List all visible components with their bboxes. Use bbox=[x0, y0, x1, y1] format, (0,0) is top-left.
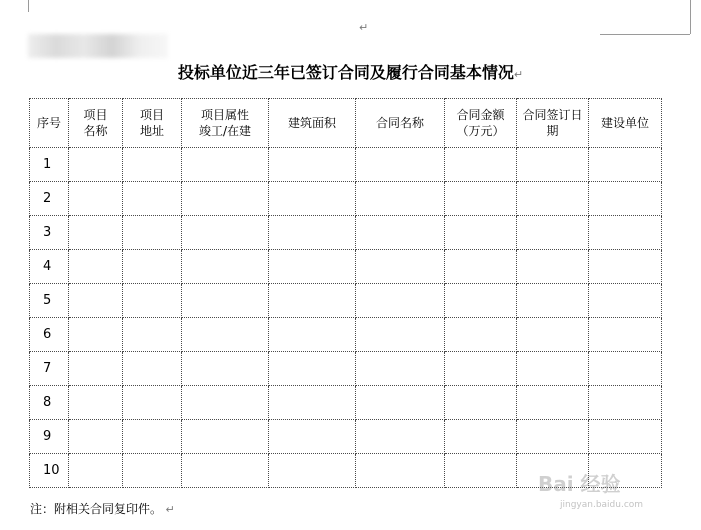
header-cell[interactable] bbox=[589, 99, 662, 148]
table-cell[interactable] bbox=[123, 284, 182, 318]
table-cell[interactable] bbox=[123, 318, 182, 352]
table-cell[interactable] bbox=[269, 182, 356, 216]
table-cell[interactable] bbox=[445, 352, 517, 386]
table-row bbox=[30, 386, 662, 420]
document-title[interactable] bbox=[0, 60, 701, 83]
table-cell[interactable] bbox=[356, 318, 445, 352]
table-cell[interactable] bbox=[69, 386, 123, 420]
table-cell[interactable] bbox=[69, 420, 123, 454]
table-cell[interactable] bbox=[356, 216, 445, 250]
table-cell[interactable] bbox=[445, 216, 517, 250]
header-cell[interactable] bbox=[30, 99, 69, 148]
table-cell[interactable] bbox=[356, 182, 445, 216]
table-cell[interactable] bbox=[182, 386, 269, 420]
header-label: 合同签订日 bbox=[522, 108, 583, 122]
table-row bbox=[30, 284, 662, 318]
row-number-cell[interactable] bbox=[30, 386, 69, 420]
table-cell[interactable] bbox=[517, 216, 589, 250]
table-cell[interactable] bbox=[182, 182, 269, 216]
footnote[interactable] bbox=[30, 500, 175, 517]
table-cell[interactable] bbox=[445, 318, 517, 352]
table-cell[interactable] bbox=[123, 148, 182, 182]
header-label: 竣工/在建 bbox=[198, 124, 252, 138]
table-cell[interactable] bbox=[182, 148, 269, 182]
header-cell[interactable] bbox=[269, 99, 356, 148]
table-cell[interactable] bbox=[589, 420, 662, 454]
row-number: 7 bbox=[43, 360, 52, 376]
table-cell[interactable] bbox=[269, 352, 356, 386]
row-number-cell[interactable] bbox=[30, 420, 69, 454]
table-cell[interactable] bbox=[517, 318, 589, 352]
table-cell[interactable] bbox=[269, 318, 356, 352]
table-row bbox=[30, 216, 662, 250]
title-paragraph-mark: ↵ bbox=[513, 68, 524, 81]
title-text: 投标单位近三年已签订合同及履行合同基本情况 bbox=[177, 63, 514, 82]
row-number-cell[interactable] bbox=[30, 454, 69, 488]
header-cell[interactable] bbox=[356, 99, 445, 148]
table-cell[interactable] bbox=[123, 454, 182, 488]
header-label: 项目 bbox=[83, 108, 108, 122]
blurred-header-text bbox=[28, 34, 168, 58]
table-cell[interactable] bbox=[589, 182, 662, 216]
footnote-text: 注：附相关合同复印件。 bbox=[30, 502, 163, 516]
table-cell[interactable] bbox=[356, 148, 445, 182]
header-label: （万元） bbox=[456, 124, 505, 138]
row-number-cell[interactable] bbox=[30, 284, 69, 318]
row-number-cell[interactable] bbox=[30, 148, 69, 182]
table-cell[interactable] bbox=[517, 420, 589, 454]
table-cell[interactable] bbox=[182, 216, 269, 250]
table-cell[interactable] bbox=[517, 182, 589, 216]
footnote-paragraph-mark: ↵ bbox=[162, 503, 175, 516]
table-cell[interactable] bbox=[69, 148, 123, 182]
header-label: 项目属性 bbox=[200, 108, 249, 122]
table-cell[interactable] bbox=[517, 386, 589, 420]
table-cell[interactable] bbox=[356, 250, 445, 284]
header-label: 建设单位 bbox=[600, 116, 649, 130]
page-margin-corner-right-h bbox=[600, 34, 690, 36]
baidu-watermark-url: jingyan.baidu.com bbox=[560, 500, 644, 510]
table-row bbox=[30, 182, 662, 216]
table-header-row bbox=[30, 99, 662, 148]
table-cell[interactable] bbox=[182, 250, 269, 284]
table-cell[interactable] bbox=[123, 420, 182, 454]
table-cell[interactable] bbox=[589, 284, 662, 318]
table-cell[interactable] bbox=[445, 148, 517, 182]
header-label: 名称 bbox=[83, 124, 108, 138]
table-cell[interactable] bbox=[269, 148, 356, 182]
table-cell[interactable] bbox=[356, 386, 445, 420]
table-cell[interactable] bbox=[517, 284, 589, 318]
row-number: 2 bbox=[43, 190, 52, 206]
row-number: 1 bbox=[43, 156, 52, 172]
table-cell[interactable] bbox=[445, 420, 517, 454]
header-label: 序号 bbox=[36, 116, 61, 130]
row-number: 5 bbox=[43, 292, 52, 308]
table-cell[interactable] bbox=[269, 284, 356, 318]
table-cell[interactable] bbox=[356, 454, 445, 488]
table-cell[interactable] bbox=[69, 284, 123, 318]
table-row bbox=[30, 148, 662, 182]
table-cell[interactable] bbox=[182, 420, 269, 454]
baidu-watermark-logo: Bai 经验 bbox=[538, 472, 621, 496]
row-number: 4 bbox=[43, 258, 52, 274]
table-cell[interactable] bbox=[445, 386, 517, 420]
table-row bbox=[30, 318, 662, 352]
row-number: 8 bbox=[43, 394, 52, 410]
table-cell[interactable] bbox=[69, 454, 123, 488]
table-cell[interactable] bbox=[589, 352, 662, 386]
table-cell[interactable] bbox=[356, 420, 445, 454]
row-number-cell[interactable] bbox=[30, 318, 69, 352]
header-label: 建筑面积 bbox=[287, 116, 336, 130]
table-cell[interactable] bbox=[589, 216, 662, 250]
header-cell[interactable] bbox=[517, 99, 589, 148]
row-number: 6 bbox=[43, 326, 52, 342]
contract-table[interactable] bbox=[29, 98, 662, 488]
row-number-cell[interactable] bbox=[30, 352, 69, 386]
header-label: 合同名称 bbox=[375, 116, 424, 130]
table-cell[interactable] bbox=[517, 352, 589, 386]
header-cell[interactable] bbox=[182, 99, 269, 148]
table-cell[interactable] bbox=[182, 454, 269, 488]
table-cell[interactable] bbox=[445, 284, 517, 318]
paragraph-mark-top: ↵ bbox=[359, 21, 369, 34]
table-cell[interactable] bbox=[589, 318, 662, 352]
table-cell[interactable] bbox=[589, 386, 662, 420]
table-cell[interactable] bbox=[269, 454, 356, 488]
table-cell[interactable] bbox=[517, 148, 589, 182]
table-cell[interactable] bbox=[589, 250, 662, 284]
table-cell[interactable] bbox=[123, 386, 182, 420]
table-cell[interactable] bbox=[356, 284, 445, 318]
table-cell[interactable] bbox=[69, 352, 123, 386]
header-cell[interactable] bbox=[123, 99, 182, 148]
row-number: 10 bbox=[43, 462, 60, 478]
table-cell[interactable] bbox=[123, 250, 182, 284]
table-cell[interactable] bbox=[182, 318, 269, 352]
table-cell[interactable] bbox=[269, 216, 356, 250]
header-label: 地址 bbox=[139, 124, 164, 138]
table-cell[interactable] bbox=[356, 352, 445, 386]
table-cell[interactable] bbox=[69, 216, 123, 250]
table-row bbox=[30, 420, 662, 454]
page-margin-corner-right bbox=[690, 0, 692, 34]
table-cell[interactable] bbox=[589, 148, 662, 182]
table-cell[interactable] bbox=[445, 250, 517, 284]
header-label: 期 bbox=[546, 124, 559, 138]
table-cell[interactable] bbox=[69, 250, 123, 284]
table-cell[interactable] bbox=[123, 182, 182, 216]
table-row bbox=[30, 352, 662, 386]
table-cell[interactable] bbox=[269, 386, 356, 420]
table-row bbox=[30, 250, 662, 284]
table-cell[interactable] bbox=[445, 454, 517, 488]
table-cell[interactable] bbox=[182, 352, 269, 386]
header-cell[interactable] bbox=[445, 99, 517, 148]
page-margin-corner-left bbox=[28, 0, 30, 12]
row-number-cell[interactable] bbox=[30, 216, 69, 250]
header-label: 合同金额 bbox=[456, 108, 505, 122]
row-number: 9 bbox=[43, 428, 52, 444]
row-number-cell[interactable] bbox=[30, 182, 69, 216]
table-cell[interactable] bbox=[69, 182, 123, 216]
table-cell[interactable] bbox=[517, 250, 589, 284]
table-cell[interactable] bbox=[123, 216, 182, 250]
table-cell[interactable] bbox=[269, 250, 356, 284]
header-cell[interactable] bbox=[69, 99, 123, 148]
table-cell[interactable] bbox=[69, 318, 123, 352]
header-label: 项目 bbox=[139, 108, 164, 122]
table-cell[interactable] bbox=[182, 284, 269, 318]
row-number: 3 bbox=[43, 224, 52, 240]
table-cell[interactable] bbox=[269, 420, 356, 454]
table-cell[interactable] bbox=[123, 352, 182, 386]
table-cell[interactable] bbox=[445, 182, 517, 216]
row-number-cell[interactable] bbox=[30, 250, 69, 284]
